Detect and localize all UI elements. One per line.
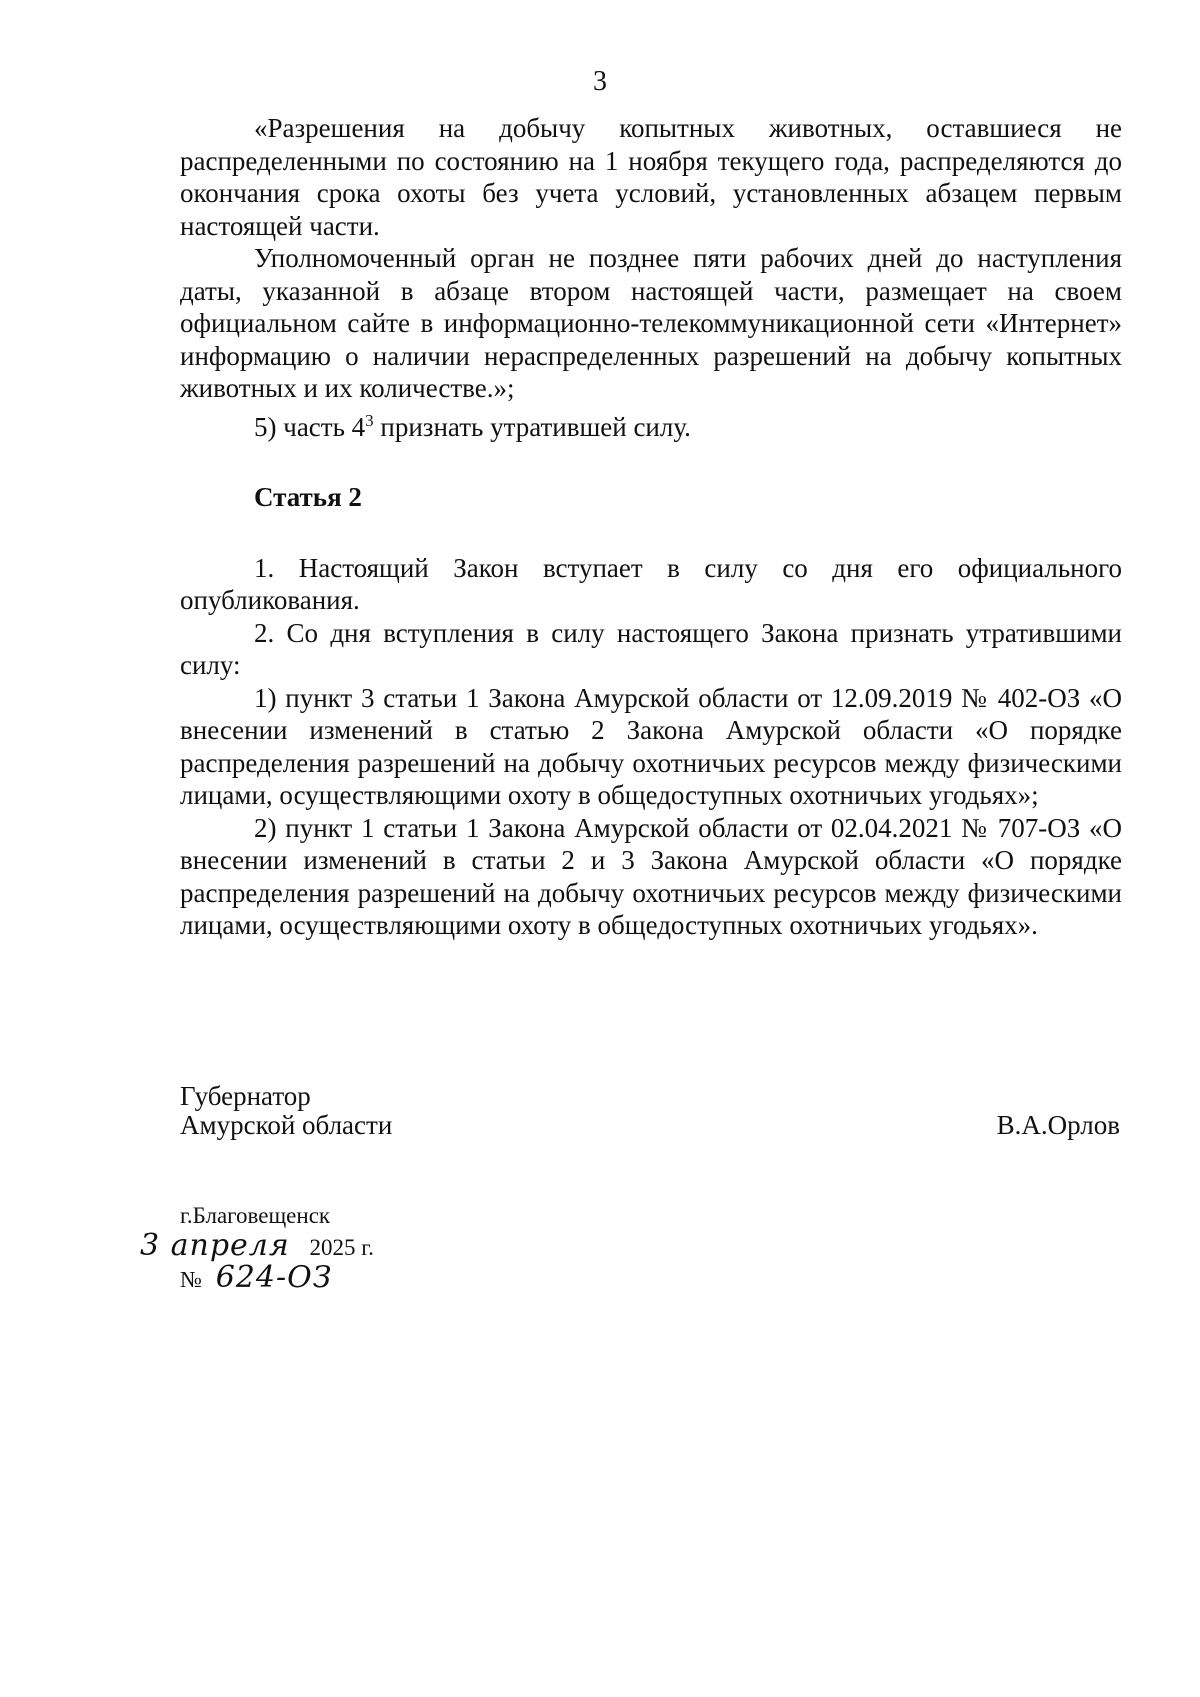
paragraph-article-2: 2. Со дня вступления в силу настоящего Закона признать утратившими силу: xyxy=(180,617,1122,680)
number-line xyxy=(180,1260,374,1295)
paragraph-item-5 xyxy=(180,405,1122,444)
page-number: 3 xyxy=(593,66,607,97)
handwritten-number: 624-ОЗ xyxy=(215,1260,333,1295)
signature-block xyxy=(180,1082,1120,1140)
paragraph-article-1: 1. Настоящий Закон вступает в силу со дня его официального опубликования. xyxy=(180,552,1122,615)
article-heading: Статья 2 xyxy=(254,482,362,512)
city: г.Благовещенск xyxy=(180,1203,331,1228)
signatory-title-line2: Амурской области xyxy=(180,1110,393,1140)
number-label: № xyxy=(180,1267,202,1292)
paragraph-allocation: «Разрешения на добычу копытных животных, оставшиеся не распределенными по состоянию на 1 ноября текущего года, распределяются до окончания срока охоты без учета условий, установленных абзацем первым настоящей части. xyxy=(180,113,1122,241)
signatory-name: В.А.Орлов xyxy=(996,1110,1120,1140)
paragraph-article-2-item-1: 1) пункт 3 статьи 1 Закона Амурской области от 12.09.2019 № 402-ОЗ «О внесении изменений в статью 2 Закона Амурской области «О порядке распределения разрешений на добычу охотничьих ресурсов между физическими лицами, осуществляющими охоту в общедоступных охотничьих угодьях»; xyxy=(180,682,1122,810)
place-date-block xyxy=(140,1202,374,1295)
paragraph-article-2-item-2: 2) пункт 1 статьи 1 Закона Амурской области от 02.04.2021 № 707-ОЗ «О внесении изменений в статьи 2 и 3 Закона Амурской области «О порядке распределения разрешений на добычу охотничьих ресурсов между физическими лицами, осуществляющими охоту в общедоступных охотничьих угодьях». xyxy=(180,812,1122,940)
handwritten-date: 3 апреля xyxy=(140,1228,290,1263)
item5-suffix: признать утратившей силу. xyxy=(373,411,691,442)
year: 2025 г. xyxy=(309,1235,374,1260)
signatory-title-line1: Губернатор xyxy=(180,1081,311,1111)
paragraph-authority: Уполномоченный орган не позднее пяти рабочих дней до наступления даты, указанной в абзаце втором настоящей части, размещает на своем официальном сайте в информационно-телекоммуникационной сети «Интернет» информацию о наличии нераспределенных разрешений на добычу копытных животных и их количестве.»; xyxy=(180,243,1122,403)
date-line xyxy=(140,1228,374,1263)
document-body xyxy=(180,112,1122,942)
item5-superscript: 3 xyxy=(365,410,374,430)
item5-prefix: 5) часть 4 xyxy=(254,411,366,442)
